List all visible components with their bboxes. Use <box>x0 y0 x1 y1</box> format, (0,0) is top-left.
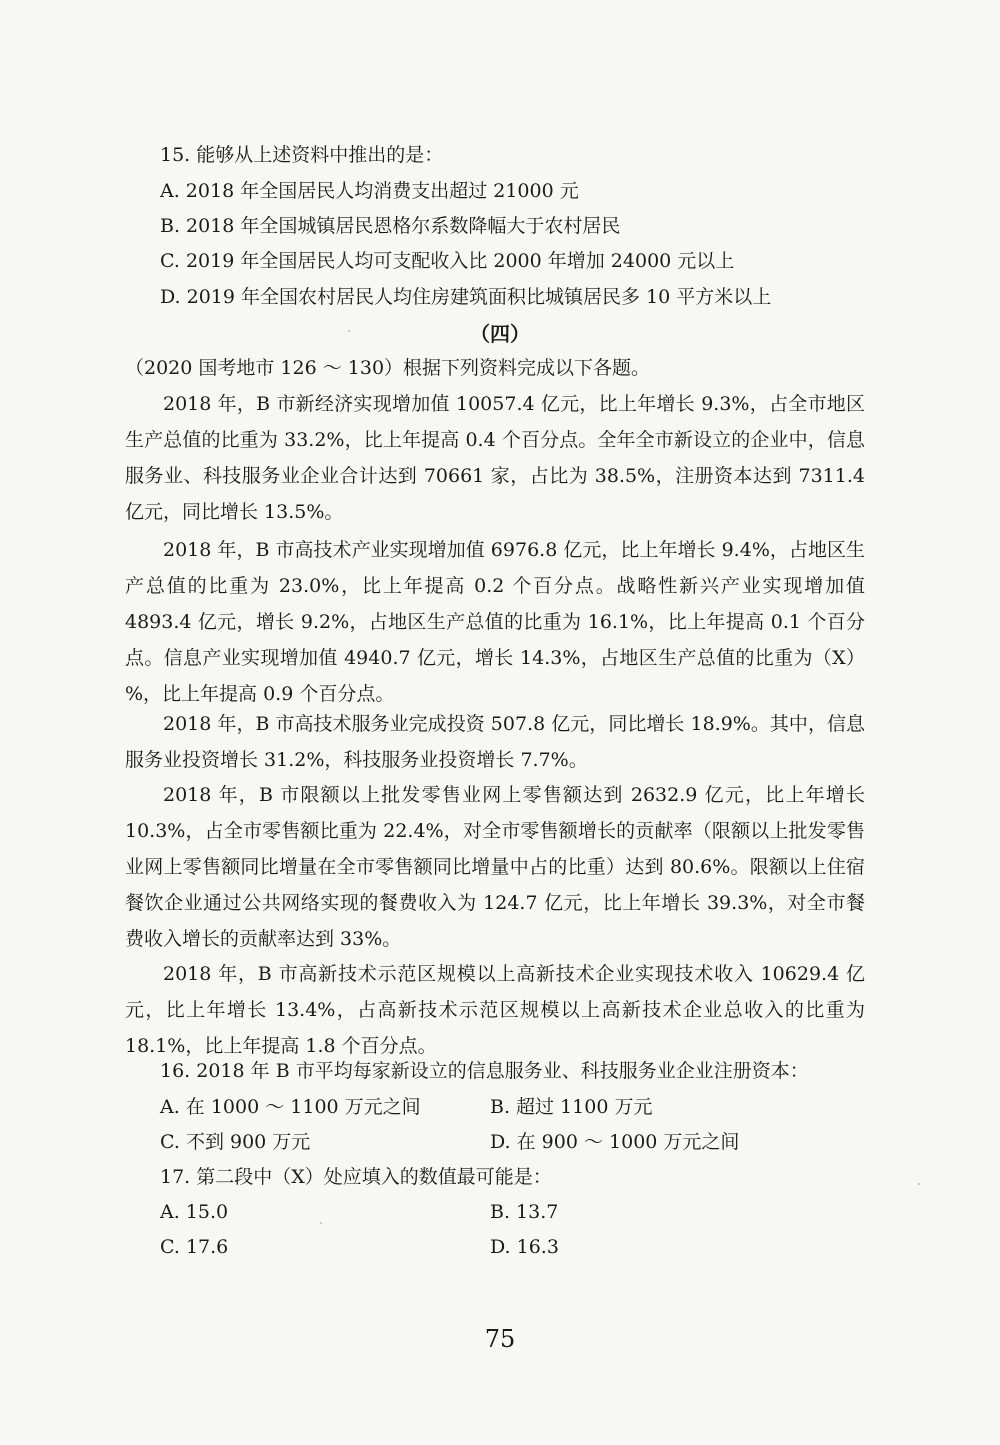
paragraph-4-text: 2018 年，B 市限额以上批发零售业网上零售额达到 2632.9 亿元，比上年增长 10.3%，占全市零售额比重为 22.4%，对全市零售额增长的贡献率（限额以上批发零售业网上零售额同比增量在全市零售额同比增量中占的比重）达到 80.6%。限额以上住宿餐饮企业通过公共网络实现的餐费收入为 124.7 亿元，比上年增长 39.3%，对全市餐费收入增长的贡献率达到 33%。 <box>125 784 865 950</box>
question-16-option-c: C. 不到 900 万元 <box>160 1131 311 1153</box>
paragraph-1-text: 2018 年，B 市新经济实现增加值 10057.4 亿元，比上年增长 9.3%，占全市地区生产总值的比重为 33.2%，比上年提高 0.4 个百分点。全年全市新设立的企业中，信息服务业、科技服务业企业合计达到 70661 家，占比为 38.5%，注册资本达到 7311.4 亿元，同比增长 13.5%。 <box>125 393 865 523</box>
question-16-stem: 16. 2018 年 B 市平均每家新设立的信息服务业、科技服务业企业注册资本： <box>160 1060 809 1082</box>
question-17-stem: 17. 第二段中（X）处应填入的数值最可能是： <box>160 1166 552 1188</box>
paragraph-4 <box>125 777 865 957</box>
paragraph-5-text: 2018 年，B 市高新技术示范区规模以上高新技术企业实现技术收入 10629.4 亿元，比上年增长 13.4%，占高新技术示范区规模以上高新技术企业总收入的比重为 18.1%，比上年提高 1.8 个百分点。 <box>125 963 865 1057</box>
question-15-option-a: A. 2018 年全国居民人均消费支出超过 21000 元 <box>160 180 579 202</box>
question-17-option-c: C. 17.6 <box>160 1236 229 1258</box>
question-17-option-d: D. 16.3 <box>490 1236 559 1258</box>
question-17-option-b: B. 13.7 <box>490 1201 559 1223</box>
question-15-stem: 15. 能够从上述资料中推出的是： <box>160 144 444 166</box>
page-number: 75 <box>484 1325 516 1353</box>
scan-speck <box>320 1222 322 1224</box>
section-intro: （2020 国考地市 126 ～ 130）根据下列资料完成以下各题。 <box>125 357 651 379</box>
question-15-option-b: B. 2018 年全国城镇居民恩格尔系数降幅大于农村居民 <box>160 215 621 237</box>
paragraph-5 <box>125 956 865 1064</box>
question-17-option-a: A. 15.0 <box>160 1201 229 1223</box>
question-16-option-a: A. 在 1000 ～ 1100 万元之间 <box>160 1096 421 1118</box>
question-16-option-b: B. 超过 1100 万元 <box>490 1096 653 1118</box>
scan-speck <box>348 330 350 332</box>
question-16-option-d: D. 在 900 ～ 1000 万元之间 <box>490 1131 740 1153</box>
paragraph-1 <box>125 386 865 530</box>
question-15-option-d: D. 2019 年全国农村居民人均住房建筑面积比城镇居民多 10 平方米以上 <box>160 286 772 308</box>
question-15-option-c: C. 2019 年全国居民人均可支配收入比 2000 年增加 24000 元以上 <box>160 250 735 272</box>
paragraph-3-text: 2018 年，B 市高技术服务业完成投资 507.8 亿元，同比增长 18.9%。其中，信息服务业投资增长 31.2%，科技服务业投资增长 7.7%。 <box>125 713 865 771</box>
section-title: （四） <box>470 322 530 346</box>
scan-speck <box>918 1183 920 1185</box>
paragraph-3 <box>125 706 865 778</box>
paragraph-2 <box>125 532 865 712</box>
paragraph-2-text: 2018 年，B 市高技术产业实现增加值 6976.8 亿元，比上年增长 9.4%，占地区生产总值的比重为 23.0%，比上年提高 0.2 个百分点。战略性新兴产业实现增加值 4893.4 亿元，增长 9.2%，占地区生产总值的比重为 16.1%，比上年提高 0.1 个百分点。信息产业实现增加值 4940.7 亿元，增长 14.3%，占地区生产总值的比重为（X）%，比上年提高 0.9 个百分点。 <box>125 539 865 705</box>
